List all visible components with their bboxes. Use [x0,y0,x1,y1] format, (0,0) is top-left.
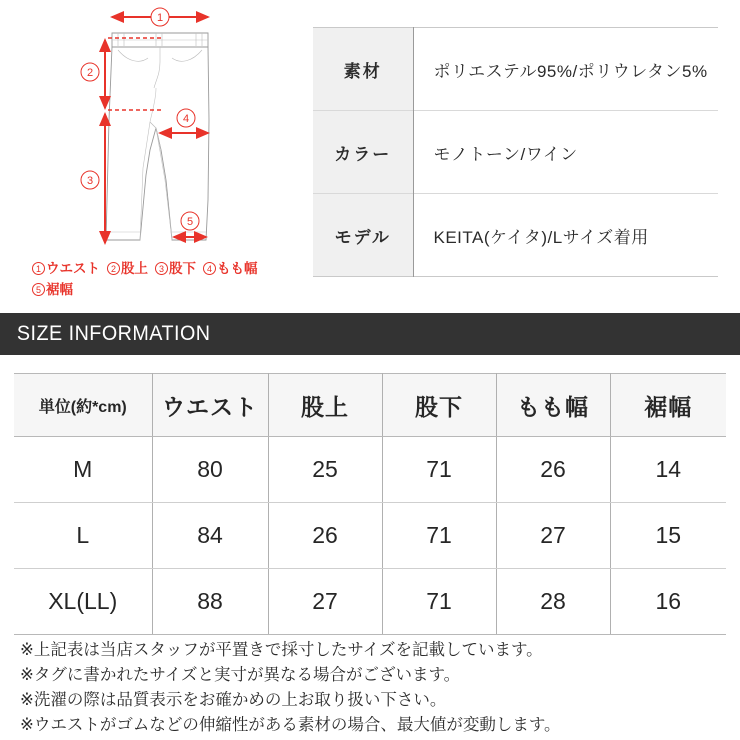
table-row [14,569,726,635]
top-section [0,0,740,310]
spec-value-model: KEITA(ケイタ)/Lサイズ着用 [413,194,718,277]
cell-l-thigh: 27 [496,503,610,569]
cell-m-hem: 14 [610,437,726,503]
size-information-table [14,373,726,635]
cell-l-rise: 26 [268,503,382,569]
legend-label-thigh: もも幅 [217,261,258,276]
marker-4-label: 4 [182,113,190,125]
cell-xl-rise: 27 [268,569,382,635]
spec-label-material: 素材 [313,28,413,111]
pants-diagram-svg [0,0,305,260]
cell-xl-hem: 16 [610,569,726,635]
marker-5-label: 5 [186,216,194,228]
spec-label-color: カラー [313,111,413,194]
banner-title: SIZE INFORMATION [16,322,211,345]
cell-l-waist: 84 [152,503,268,569]
marker-2-label: 2 [86,67,94,79]
column-header-rise: 股上 [268,374,382,437]
measure-annotations [81,8,208,243]
table-row [313,28,718,111]
cell-size-xl: XL(LL) [14,569,152,635]
legend-marker-1: 1 [32,262,45,275]
cell-size-l: L [14,503,152,569]
size-notes [20,638,730,738]
column-header-waist: ウエスト [152,374,268,437]
table-row [313,111,718,194]
column-header-inseam: 股下 [382,374,496,437]
cell-m-thigh: 26 [496,437,610,503]
legend-label-rise: 股上 [121,261,148,276]
cell-l-inseam: 71 [382,503,496,569]
note-line-2: ※タグに書かれたサイズと実寸が異なる場合がございます。 [20,666,461,684]
cell-size-m: M [14,437,152,503]
legend-row-1 [32,258,302,279]
column-header-unit: 単位(約*cm) [14,374,152,437]
spec-value-color: モノトーン/ワイン [413,111,718,194]
note-line-3: ※洗濯の際は品質表示をお確かめの上お取り扱い下さい。 [20,691,447,709]
cell-m-rise: 25 [268,437,382,503]
product-spec-table [313,27,718,277]
legend-marker-4: 4 [203,262,216,275]
cell-m-inseam: 71 [382,437,496,503]
spec-value-material: ポリエステル95%/ポリウレタン5% [433,61,708,81]
cell-m-waist: 80 [152,437,268,503]
legend-label-hem: 裾幅 [46,282,73,297]
size-information-banner [0,313,740,355]
legend-label-inseam: 股下 [169,261,196,276]
legend-label-waist: ウエスト [46,261,100,276]
legend-item-inseam [155,261,196,276]
legend-item-rise [107,261,148,276]
measurement-legend [32,258,302,300]
spec-label-model: モデル [313,194,413,277]
note-line-4: ※ウエストがゴムなどの伸縮性がある素材の場合、最大値が変動します。 [20,716,561,734]
table-row [313,194,718,277]
cell-l-hem: 15 [610,503,726,569]
cell-xl-inseam: 71 [382,569,496,635]
legend-item-hem [32,282,73,297]
marker-1-label: 1 [156,12,164,24]
legend-item-waist [32,261,100,276]
pants-outline [106,33,209,240]
legend-row-2 [32,279,302,300]
note-line-1: ※上記表は当店スタッフが平置きで採寸したサイズを記載しています。 [20,641,543,659]
legend-item-thigh [203,261,258,276]
table-header-row [14,374,726,437]
legend-marker-5: 5 [32,283,45,296]
table-row [14,437,726,503]
cell-xl-waist: 88 [152,569,268,635]
table-row [14,503,726,569]
legend-marker-2: 2 [107,262,120,275]
column-header-hem: 裾幅 [610,374,726,437]
column-header-thigh: もも幅 [496,374,610,437]
marker-3-label: 3 [86,175,94,187]
pants-measurement-diagram [0,0,305,310]
cell-xl-thigh: 28 [496,569,610,635]
legend-marker-3: 3 [155,262,168,275]
